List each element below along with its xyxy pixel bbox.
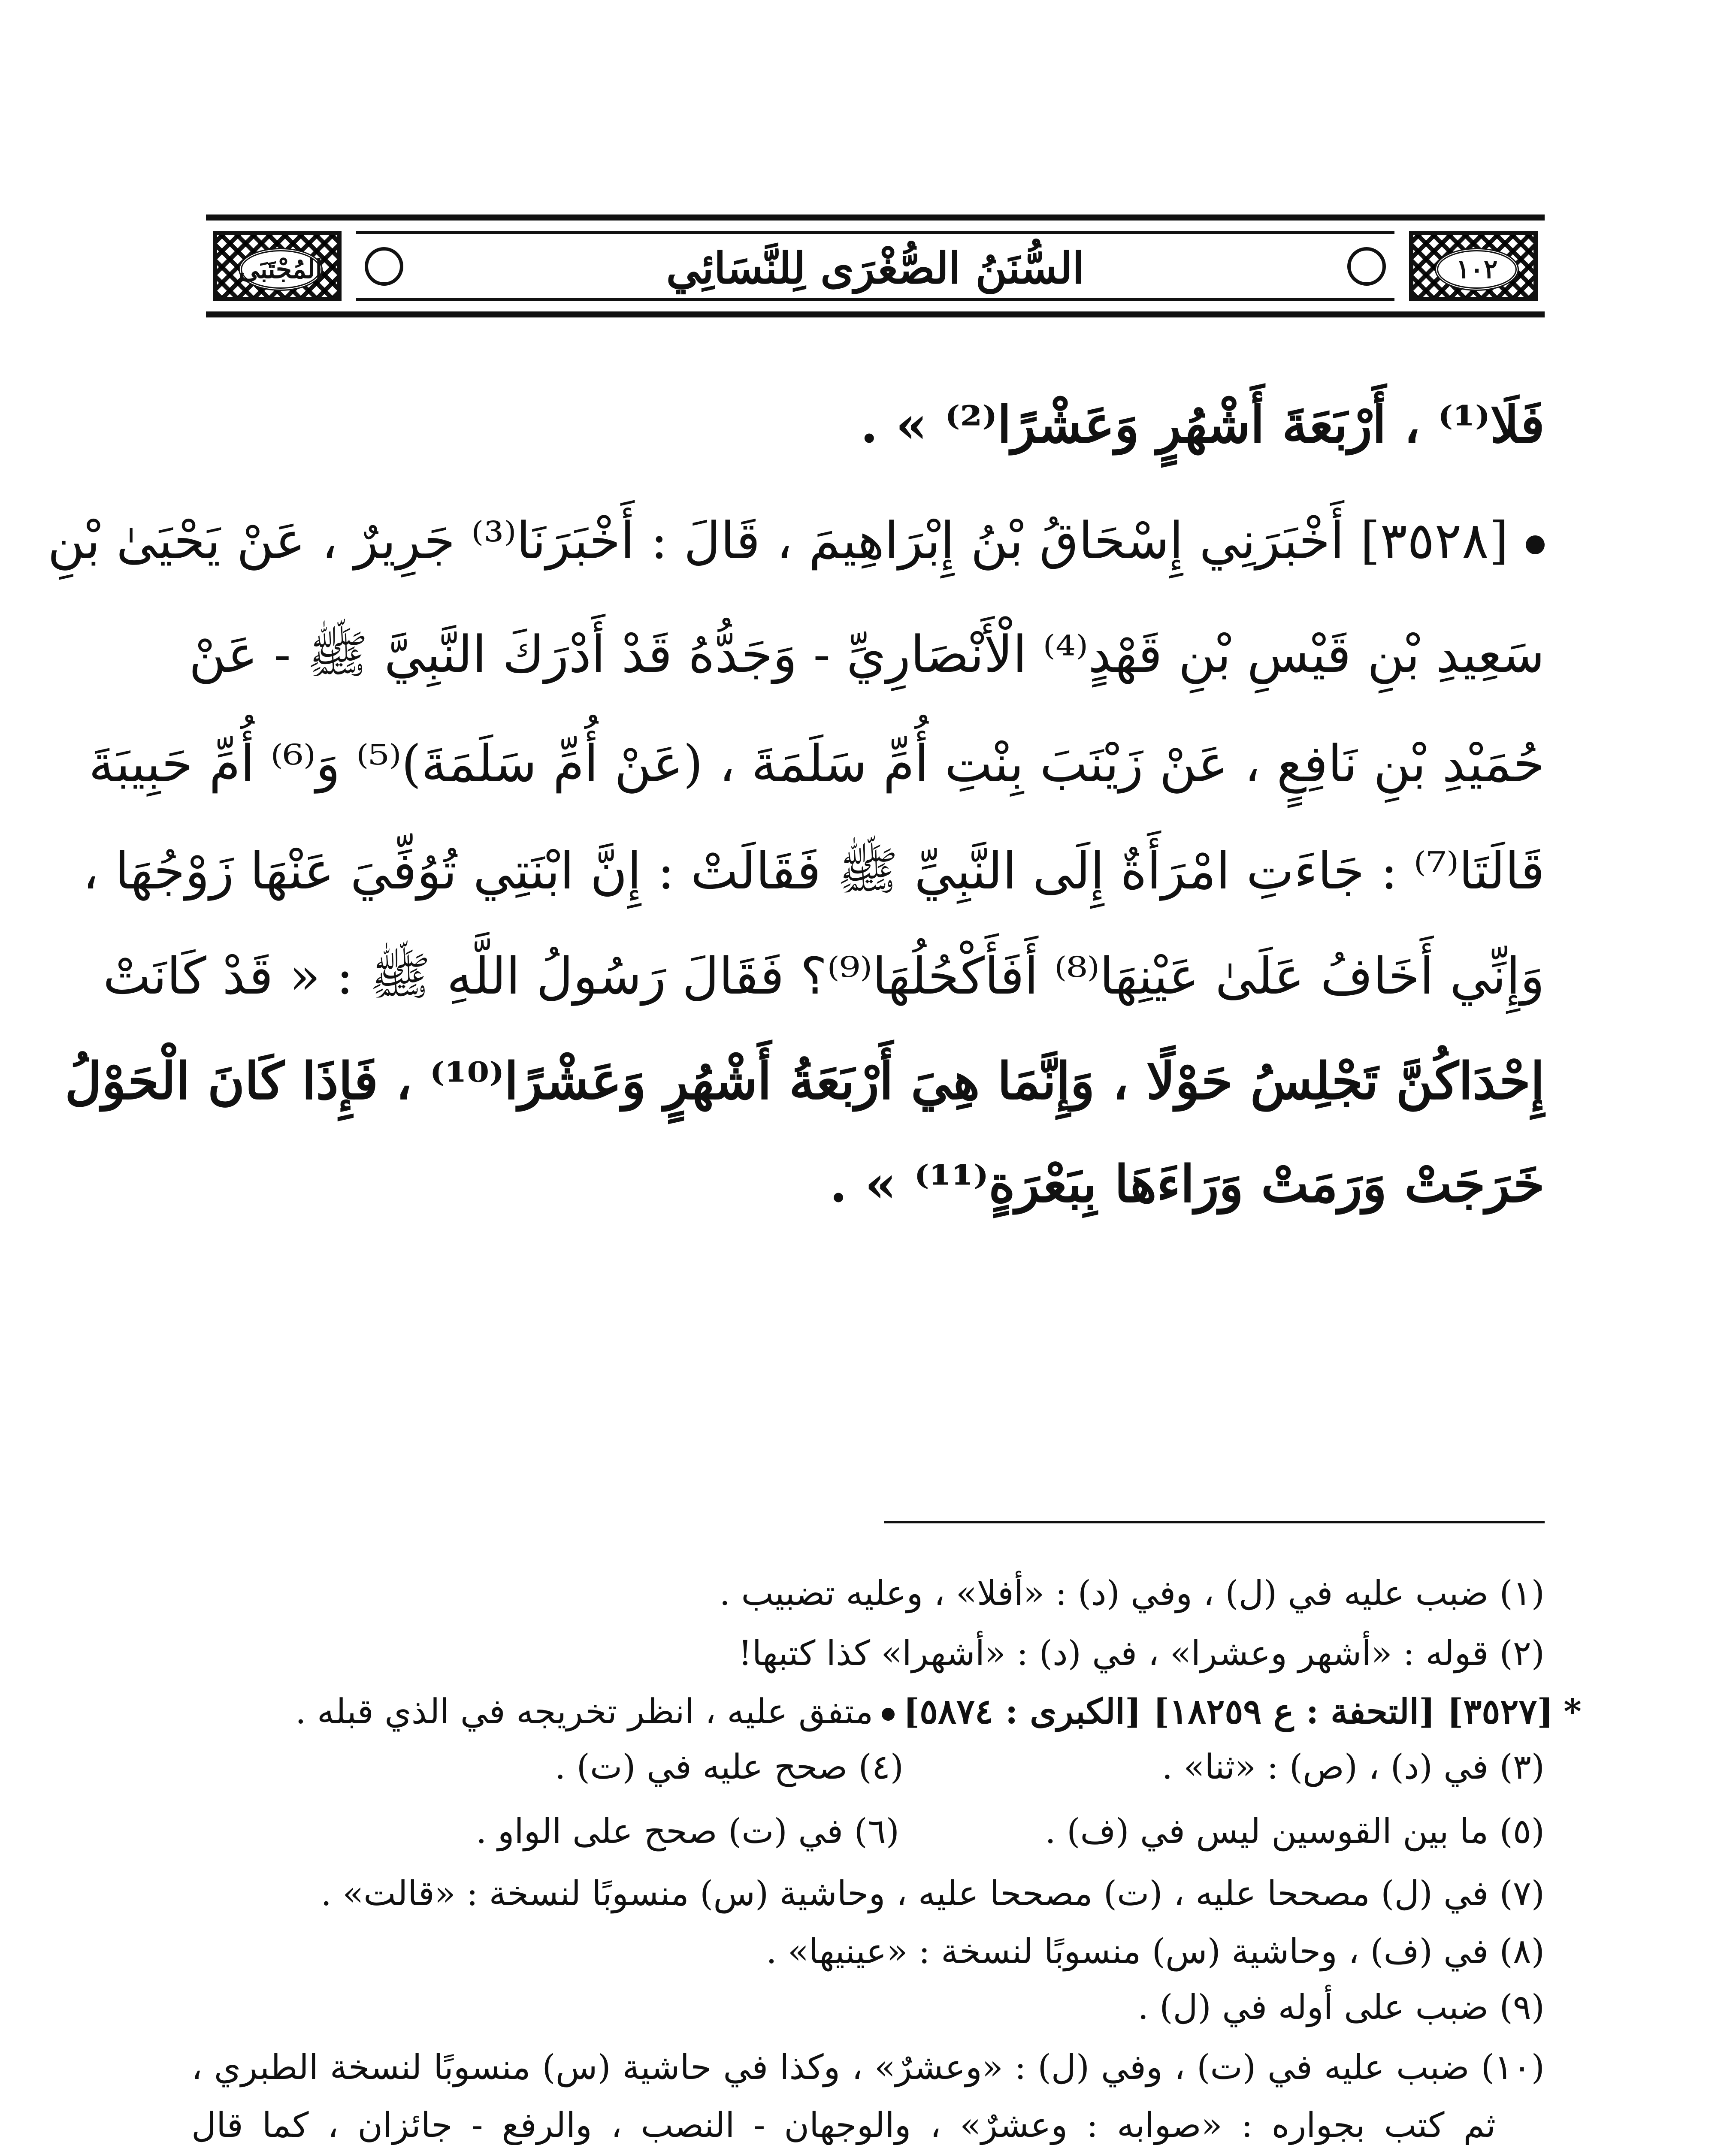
footnote-5: (٥) ما بين القوسين ليس في (ف) . — [1045, 1811, 1545, 1851]
footnote-7: (٧) في (ل) مصححا عليه ، (ت) مصححا عليه ، وحاشية (س) منسوبًا لنسخة : «قالت» . — [321, 1873, 1545, 1913]
dot-icon — [882, 1708, 895, 1721]
text-line: قَالَتَا⁽⁷⁾ : جَاءَتِ امْرَأَةٌ إِلَى النَّبِيِّ ﷺ فَقَالَتْ : إِنَّ ابْنَتِي تُوُفِّيَ عَنْهَا زَوْجُهَا ، — [82, 841, 1545, 900]
footnote-10-cont: ثم كتب بجواره : «صوابه : وعشرٌ» ، والوجهان - النصب ، والرفع - جائزان ، كما قال — [191, 2105, 1496, 2145]
footnote-separator — [884, 1521, 1545, 1523]
footnote-10: (١٠) ضبب عليه في (ت) ، وفي (ل) : «وعشرٌ» ، وكذا في حاشية (س) منسوبًا لنسخة الطبري ، — [191, 2047, 1545, 2087]
book-emblem: المُجْتَبَى — [239, 248, 323, 291]
text-line: إِحْدَاكُنَّ تَجْلِسُ حَوْلًا ، وَإِنَّمَا هِيَ أَرْبَعَةُ أَشْهُرٍ وَعَشْرًا⁽¹⁰⁾ ، فَإِذَا كَانَ الْحَوْلُ — [65, 1051, 1545, 1111]
footnote-8: (٨) في (ف) ، وحاشية (س) منسوبًا لنسخة : «عينيها» . — [766, 1931, 1545, 1971]
text-line: فَلَا⁽¹⁾ ، أَرْبَعَةَ أَشْهُرٍ وَعَشْرًا⁽²⁾ » . — [860, 395, 1545, 454]
page-number: ١٠٢ — [1456, 254, 1498, 284]
text-line: خَرَجَتْ وَرَمَتْ وَرَاءَهَا بِبَعْرَةٍ⁽¹¹⁾ » . — [829, 1154, 1545, 1214]
footnote-3: (٣) في (د) ، (ص) : «ثنا» . — [1161, 1747, 1545, 1787]
bullet-icon — [1526, 535, 1545, 554]
running-title: السُّنَنُ الصُّغْرَى لِلنَّسَائِي — [666, 243, 1085, 293]
takhrij-3527: *[٣٥٢٧] [التحفة : ع ١٨٢٥٩] [الكبرى : ٥٨٧٤]متفق عليه ، انظر تخريجه في الذي قبله . — [295, 1691, 1582, 1731]
text-line: [٣٥٢٨] أَخْبَرَنِي إِسْحَاقُ بْنُ إِبْرَاهِيمَ ، قَالَ : أَخْبَرَنَا⁽³⁾ جَرِيرٌ ، عَنْ يَحْيَىٰ بْنِ — [206, 506, 1545, 575]
star-icon: * — [1564, 1691, 1582, 1731]
footnote-2: (٢) قوله : «أشهر وعشرا» ، في (د) : «أشهرا» كذا كتبها! — [738, 1633, 1545, 1673]
ornament-page-number — [1409, 231, 1538, 301]
footnote-9: (٩) ضبب على أوله في (ل) . — [1137, 1987, 1545, 2027]
footnote-1: (١) ضبب عليه في (ل) ، وفي (د) : «أفلا» ، وعليه تضبيب . — [719, 1573, 1545, 1613]
title-band — [356, 231, 1394, 301]
text-line: سَعِيدِ بْنِ قَيْسِ بْنِ قَهْدٍ⁽⁴⁾ الْأَنْصَارِيِّ - وَجَدُّهُ قَدْ أَدْرَكَ النَّبِيَّ ﷺ - عَنْ — [189, 625, 1545, 684]
footnote-6: (٦) في (ت) صحح على الواو . — [476, 1811, 899, 1851]
text-line: وَإِنِّي أَخَافُ عَلَىٰ عَيْنِهَا⁽⁸⁾ أَفَأَكْحُلُهَا⁽⁹⁾؟ فَقَالَ رَسُولُ اللَّهِ ﷺ : « قَدْ كَانَتْ — [103, 946, 1545, 1006]
page-header — [206, 214, 1545, 317]
ornament-emblem — [213, 231, 342, 301]
footnote-4: (٤) صحح عليه في (ت) . — [554, 1747, 904, 1787]
text-line: حُمَيْدِ بْنِ نَافِعٍ ، عَنْ زَيْنَبَ بِنْتِ أُمِّ سَلَمَةَ ، (عَنْ أُمِّ سَلَمَةَ)⁽⁵⁾ وَ⁽⁶⁾ أُمِّ حَبِيبَةَ — [88, 734, 1545, 793]
